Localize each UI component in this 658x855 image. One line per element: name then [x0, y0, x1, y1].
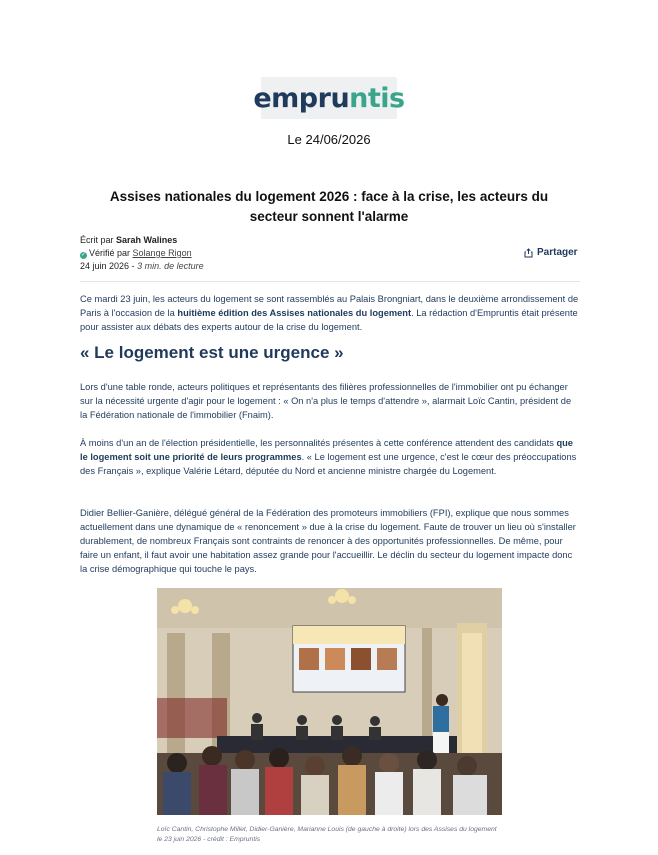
paragraph-2-emphasis: que le logement soit une priorité de leurs programmes [80, 438, 573, 462]
verified-line: ✓ Vérifié par Solange Rigon [80, 248, 192, 258]
section-heading: « Le logement est une urgence » [80, 343, 344, 362]
share-label: Partager [537, 247, 578, 258]
document-date: Le 24/06/2026 [287, 132, 371, 147]
date-line: 24 juin 2026 - 3 min. de lecture [80, 261, 204, 271]
divider [80, 281, 580, 282]
author-line: Écrit par Sarah Walines [80, 235, 178, 245]
conference-photo [157, 588, 502, 815]
article-title: Assises nationales du logement 2026 : face à la crise, les acteurs du secteur sonnent l'alarme [109, 189, 549, 224]
share-icon [524, 248, 533, 258]
check-icon: ✓ [80, 252, 87, 258]
verifier-link[interactable]: Solange Rigon [132, 248, 192, 258]
intro-emphasis: huitième édition des Assises nationales du logement [177, 308, 412, 318]
paragraph-1: Lors d'une table ronde, acteurs politiques et représentants des filières professionnelles de l'immobilier ont pu échanger sur la nécessité urgente d'agir pour le logement : « On n'a plus le temps d'attendre », alarmait Loïc Cantin, président de la Fédération nationale de l'immobilier (Fnaim). [80, 382, 572, 420]
paragraph-2: À moins d'un an de l'élection présidentielle, les personnalités présentes à cette conférence attendent des candidats que le logement soit une priorité de leurs programmes. « Le logement est une urgence, c'est le cœur des préoccupations des Français », explique Valérie Létard, députée du Nord et ancienne ministre chargée du Logement. [80, 438, 577, 476]
author-name: Sarah Walines [116, 235, 178, 245]
logo-wordmark: empruntis [253, 82, 405, 114]
photo-caption: Loïc Cantin, Christophe Millet, Didier-Ganière, Marianne Louis (de gauche à droite) lors des Assises du logement le 23 juin 2026 - crédit : Empruntis [157, 826, 497, 843]
article-meta [80, 234, 204, 273]
share-button[interactable] [524, 247, 578, 258]
intro-paragraph: Ce mardi 23 juin, les acteurs du logement se sont rassemblés au Palais Brongniart, dans le deuxième arrondissement de Paris à l'occasion de la huitième édition des Assises nationales du logement. La rédaction d'Empruntis était présente pour assister aux débats des experts autour de la crise du logement. [80, 294, 579, 332]
site-logo[interactable] [253, 77, 405, 119]
read-time: 3 min. de lecture [137, 261, 204, 271]
paragraph-3: Didier Bellier-Ganière, délégué général de la Fédération des promoteurs immobiliers (FPI), explique que nous sommes actuellement dans une dynamique de « renoncement » due à la crise du logement. Faute de trouver un lieu où s'installer durablement, de nombreux Français sont contraints de renoncer à des opportunités professionnelles. De même, pour faire un enfant, il faut avoir une habitation assez grande pour l'accueillir. Le déclin du secteur du logement impacte donc la crise démographique qui touche le pays. [80, 508, 576, 574]
